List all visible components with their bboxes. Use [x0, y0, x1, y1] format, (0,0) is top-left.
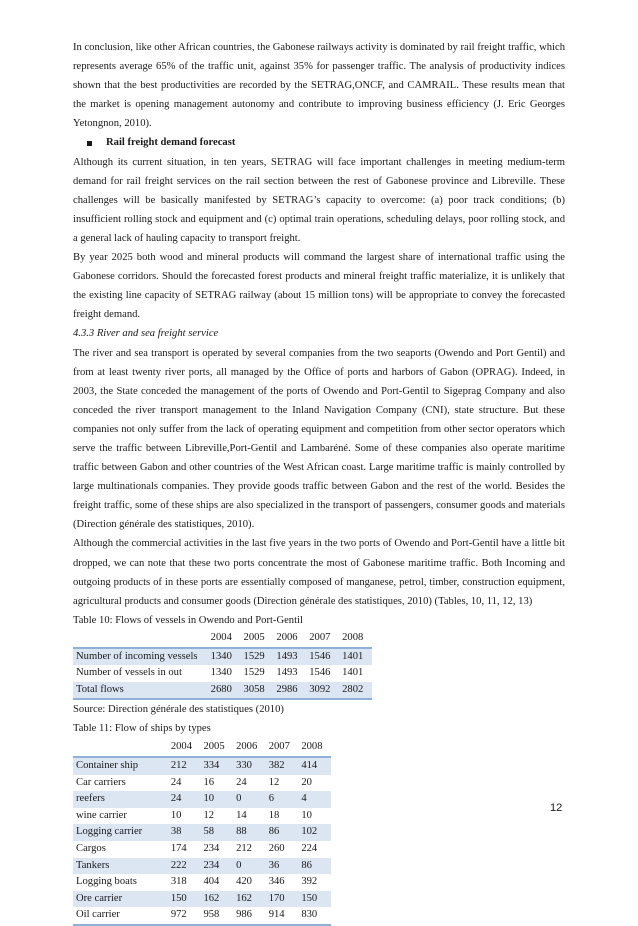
- table-cell: 0: [233, 791, 266, 808]
- table-cell: 382: [266, 757, 299, 775]
- table-row: [73, 808, 331, 825]
- table-cell: 6: [266, 791, 299, 808]
- table-row: [73, 891, 331, 908]
- table-header-row: [73, 739, 331, 757]
- table-cell: Number of incoming vessels: [73, 648, 208, 666]
- table-cell: 16: [203, 776, 215, 788]
- table-cell: 150: [298, 891, 331, 908]
- table-header-cell: 2006: [273, 630, 306, 648]
- table-cell: 1493: [276, 667, 298, 679]
- table-row: [73, 665, 372, 682]
- table-header-cell: 2004: [168, 739, 201, 757]
- table-cell: wine carrier: [76, 809, 127, 821]
- table-row: [73, 682, 372, 700]
- table-cell: 234: [200, 858, 233, 875]
- table-cell: 420: [236, 876, 252, 888]
- table-cell: 86: [298, 858, 331, 875]
- table-cell: 1493: [273, 648, 306, 666]
- table-cell: Logging carrier: [73, 824, 168, 841]
- table-cell: 10: [170, 809, 182, 821]
- table-cell: 20: [301, 776, 312, 788]
- table-cell: 212: [168, 757, 201, 775]
- table-row: [73, 648, 372, 666]
- table-cell: 1529: [241, 648, 274, 666]
- table-cell: 1340: [208, 648, 241, 666]
- table-cell: 170: [266, 891, 299, 908]
- table-row: [73, 757, 331, 775]
- table10: [73, 630, 372, 700]
- table-cell: 162: [233, 891, 266, 908]
- table-header-cell: [73, 739, 168, 757]
- table-cell: 1401: [339, 648, 372, 666]
- table-cell: 18: [268, 809, 280, 821]
- table-cell: 3092: [306, 682, 339, 700]
- table-row: [73, 907, 331, 925]
- table-header-cell: 2007: [266, 739, 299, 757]
- table-row: [73, 824, 331, 841]
- table-cell: 1546: [309, 667, 331, 679]
- table-cell: 224: [301, 843, 318, 855]
- section-subheading: 4.3.3 River and sea freight service: [73, 328, 219, 340]
- table-cell: 972: [168, 907, 201, 925]
- table-cell: 86: [266, 824, 299, 841]
- table-cell: 3058: [241, 682, 274, 700]
- table-cell: 830: [298, 907, 331, 925]
- table-cell: 212: [236, 843, 252, 855]
- table-cell: 346: [268, 876, 285, 888]
- table-cell: 1401: [342, 667, 364, 679]
- paragraph-commercial: Although the commercial activities in the last five years in the two ports of Owendo and Port-Gentil have a little bit dropped, we can note that these two ports concentrate the most of Gabonese maritime traffic. Both Incoming and outgoing products of in these ports are essentially composed of manganese, petrol, timber, construction equipment, agricultural products and consumer goods (Direction générale des statistiques, 2010) (Tables, 10, 11, 12, 13): [73, 538, 565, 607]
- table-cell: 2680: [208, 682, 241, 700]
- table-row: [73, 841, 331, 858]
- table-header-cell: 2006: [233, 739, 266, 757]
- table-cell: Oil carrier: [73, 907, 168, 925]
- table-cell: 414: [298, 757, 331, 775]
- table-header-cell: [73, 630, 208, 648]
- table-cell: Logging boats: [76, 876, 137, 888]
- table-cell: 914: [266, 907, 299, 925]
- table-row: [73, 858, 331, 875]
- table-cell: Cargos: [76, 843, 106, 855]
- table-cell: 36: [266, 858, 299, 875]
- table-cell: 12: [268, 776, 280, 788]
- table-cell: 24: [168, 791, 201, 808]
- table-cell: 12: [203, 809, 215, 821]
- table-cell: 174: [170, 843, 187, 855]
- table11: [73, 739, 331, 926]
- table-cell: 10: [301, 809, 312, 821]
- table-cell: 162: [200, 891, 233, 908]
- table-header-cell: 2008: [339, 630, 372, 648]
- page-number: 12: [550, 802, 563, 814]
- table-cell: 404: [203, 876, 220, 888]
- table-header-cell: 2007: [306, 630, 339, 648]
- table-cell: Number of vessels in out: [76, 667, 182, 679]
- table11-caption: Table 11: Flow of ships by types: [73, 723, 211, 735]
- paragraph-conclusion: In conclusion, like other African countries, the Gabonese railways activity is dominated by rail freight traffic, which represents average 65% of the traffic unit, against 35% for passenger traffic. The analysis of productivity indices shown that the best productivities are recorded by the SETRAG,ONCF, and CAMRAIL. These results mean that the market is opening management autonomy and contribute to improving business efficiency (J. Eric Georges Yetongnon, 2010).: [73, 42, 565, 130]
- bullet-heading: [73, 133, 565, 152]
- table-cell: 38: [168, 824, 201, 841]
- table-header-row: [73, 630, 372, 648]
- bullet-heading-text: Rail freight demand forecast: [106, 137, 236, 149]
- table-cell: 102: [298, 824, 331, 841]
- table-cell: 24: [236, 776, 247, 788]
- table-cell: 1546: [306, 648, 339, 666]
- table-row: [73, 791, 331, 808]
- table-header-cell: 2005: [200, 739, 233, 757]
- table-cell: 986: [233, 907, 266, 925]
- table-cell: 14: [236, 809, 247, 821]
- table-cell: 318: [170, 876, 187, 888]
- table-cell: 234: [203, 843, 220, 855]
- table-cell: 222: [168, 858, 201, 875]
- table-cell: Ore carrier: [73, 891, 168, 908]
- document-page: [73, 38, 565, 926]
- table-cell: 330: [233, 757, 266, 775]
- table-cell: 150: [168, 891, 201, 908]
- paragraph-river-sea: The river and sea transport is operated by several companies from the two seaports (Owendo and Port Gentil) and from at least twenty river ports, all managed by the Office of ports and harbors of Gabon (OPRAG). Indeed, in 2003, the State conceded the management of the ports of Owendo and Port-Gentil to Sigeprag Company and also conceded the river transport management to the Inland Navigation Company (CNI), state structure. But these companies not only suffer from the lack of operating equipment and competition from other sector operators which serve the traffic between Libreville,Port-Gentil and Lambaréné. Some of these companies also operate maritime traffic between Gabon and other countries of the West African coast. Large maritime traffic is mainly controlled by large multinationals companies. They provide goods traffic between Gabon and the rest of the world. Besides the freight traffic, some of these ships are also specialized in the transport of passengers, consumer goods and materials (Direction générale des statistiques, 2010).: [73, 347, 565, 531]
- paragraph-challenges: Although its current situation, in ten years, SETRAG will face important challenges in meeting medium-term demand for rail freight services on the rail section between the rest of Gabonese province and Libreville. These challenges will be basically manifested by SETRAG’s capacity to overcome: (a) poor track conditions; (b) insufficient rolling stock and equipment and (c) optimal train operations, scheduling delays, poor rolling stock, and a general lack of hauling capacity to transport freight.: [73, 156, 565, 244]
- table-cell: 0: [233, 858, 266, 875]
- table-cell: Tankers: [73, 858, 168, 875]
- table-cell: Car carriers: [76, 776, 126, 788]
- table-cell: 88: [233, 824, 266, 841]
- table-cell: 58: [200, 824, 233, 841]
- square-bullet-icon: [87, 141, 92, 146]
- table10-source: Source: Direction générale des statistiques (2010): [73, 704, 284, 716]
- paragraph-forecast: By year 2025 both wood and mineral products will command the largest share of international traffic using the Gabonese corridors. Should the forecasted forest products and mineral freight traffic materialize, it is unlikely that the existing line capacity of SETRAG railway (about 15 million tons) will be appropriate to convey the forecasted freight demand.: [73, 252, 565, 321]
- table-header-cell: 2004: [208, 630, 241, 648]
- table-cell: 24: [170, 776, 182, 788]
- table-cell: 2802: [339, 682, 372, 700]
- table-cell: reefers: [73, 791, 168, 808]
- table10-caption: Table 10: Flows of vessels in Owendo and Port-Gentil: [73, 614, 303, 626]
- table-cell: 1340: [210, 667, 232, 679]
- table-header-cell: 2008: [298, 739, 331, 757]
- table-cell: 10: [200, 791, 233, 808]
- table-row: [73, 775, 331, 792]
- table-cell: 392: [301, 876, 318, 888]
- table-cell: 4: [298, 791, 331, 808]
- table-cell: 1529: [243, 667, 265, 679]
- table-header-cell: 2005: [241, 630, 274, 648]
- table-cell: 2986: [273, 682, 306, 700]
- table-cell: 334: [200, 757, 233, 775]
- table-cell: 260: [268, 843, 285, 855]
- table-cell: 958: [200, 907, 233, 925]
- table-cell: Total flows: [73, 682, 208, 700]
- table-cell: Container ship: [73, 757, 168, 775]
- table-row: [73, 874, 331, 891]
